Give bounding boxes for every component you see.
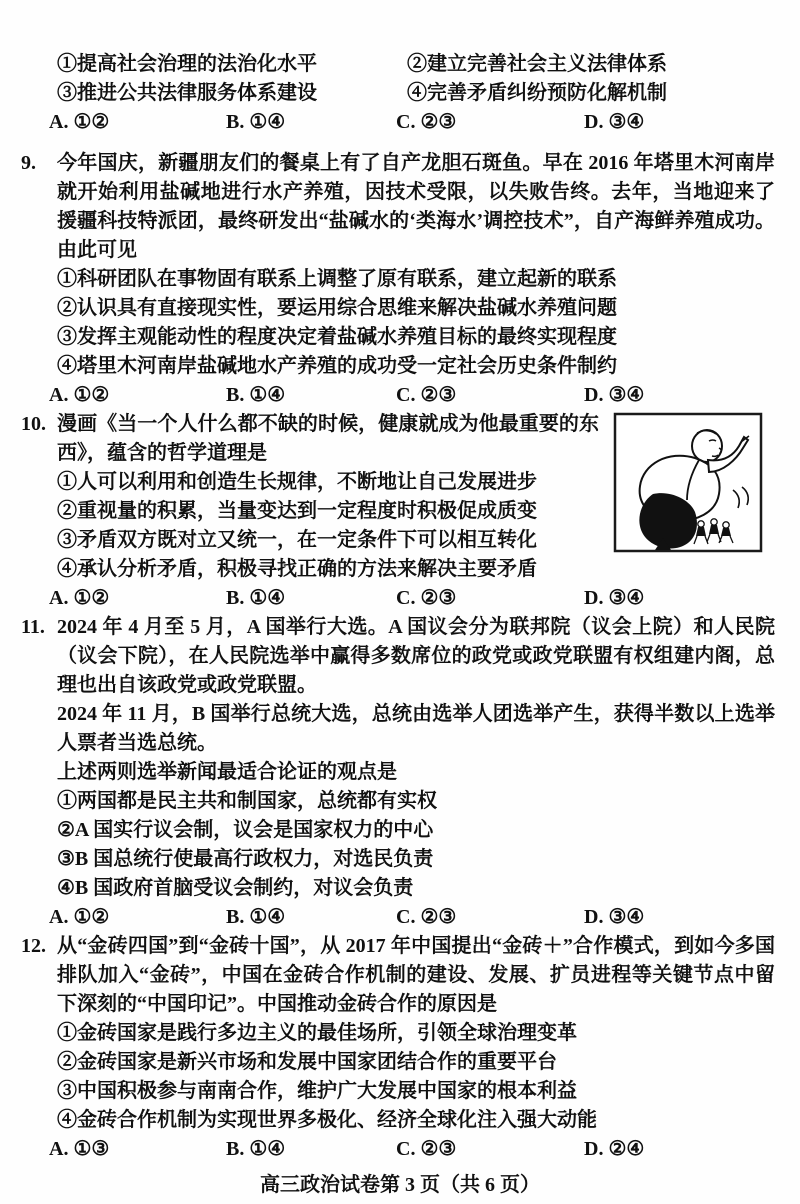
answer-a: A. ①②: [49, 587, 110, 609]
answer-row: [49, 1135, 775, 1164]
answer-b: B. ①④: [226, 1138, 286, 1160]
choice-2: ②建立完善社会主义法律体系: [407, 53, 667, 75]
answer-row: [49, 903, 775, 932]
answer-a: A. ①②: [49, 384, 110, 406]
question-12: [21, 932, 775, 1164]
choice-3: ③中国积极参与南南合作，维护广大发展中国家的根本利益: [57, 1080, 577, 1102]
question-stem-paragraph: 上述两则选举新闻最适合论证的观点是: [57, 761, 397, 783]
answer-d: D. ③④: [584, 906, 645, 928]
question-11: [21, 613, 775, 932]
choice-1: ①金砖国家是践行多边主义的最佳场所，引领全球治理变革: [57, 1022, 577, 1044]
answer-d: D. ③④: [584, 587, 645, 609]
choice-3: ③发挥主观能动性的程度决定着盐碱水养殖目标的最终实现程度: [57, 326, 617, 348]
answer-d: D. ③④: [584, 111, 645, 133]
answer-c: C. ②③: [396, 1138, 457, 1160]
answer-d: D. ③④: [584, 384, 645, 406]
question-stem: 从“金砖四国”到“金砖十国”，从 2017 年中国提出“金砖＋”合作模式，到如今多国排队加入“金砖”，中国在金砖合作机制的建设、发展、扩员进程等关键节点中留下深刻的“中国印记”。中国推动金砖合作的原因是: [57, 935, 775, 1015]
choice-3: ③B 国总统行使最高行政权力，对选民负责: [57, 848, 434, 870]
answer-c: C. ②③: [396, 111, 457, 133]
question-stem: 漫画《当一个人什么都不缺的时候，健康就成为他最重要的东西》，蕴含的哲学道理是: [57, 413, 599, 464]
choice-row: [57, 50, 775, 79]
answer-c: C. ②③: [396, 906, 457, 928]
question-10: [21, 410, 775, 613]
choice-2: ②认识具有直接现实性，要运用综合思维来解决盐碱水养殖问题: [57, 297, 617, 319]
answer-row: [49, 108, 775, 137]
choice-1: ①科研团队在事物固有联系上调整了原有联系，建立起新的联系: [57, 268, 617, 290]
question-number: 12.: [21, 935, 46, 957]
question-stem-paragraph: 2024 年 4 月至 5 月，A 国举行大选。A 国议会分为联邦院（议会上院）和人民院（议会下院），在人民院选举中赢得多数席位的政党或政党联盟有权组建内阁，总理也出自该政党或政党联盟。: [57, 616, 775, 696]
question-number: 10.: [21, 413, 46, 435]
question-number: 9.: [21, 152, 36, 174]
choice-4: ④塔里木河南岸盐碱地水产养殖的成功受一定社会历史条件制约: [57, 355, 617, 377]
answer-c: C. ②③: [396, 587, 457, 609]
choice-4: ④金砖合作机制为实现世界多极化、经济全球化注入强大动能: [57, 1109, 597, 1131]
choice-1: ①人可以利用和创造生长规律，不断地让自己发展进步: [57, 471, 537, 493]
answer-b: B. ①④: [226, 906, 286, 928]
choice-2: ②金砖国家是新兴市场和发展中国家团结合作的重要平台: [57, 1051, 557, 1073]
choice-1: ①两国都是民主共和制国家，总统都有实权: [57, 790, 437, 812]
answer-d: D. ②④: [584, 1138, 645, 1160]
choice-1: ①提高社会治理的法治化水平: [57, 53, 317, 75]
answer-a: A. ①②: [49, 906, 110, 928]
answer-c: C. ②③: [396, 384, 457, 406]
choice-3: ③矛盾双方既对立又统一，在一定条件下可以相互转化: [57, 529, 537, 551]
answer-b: B. ①④: [226, 111, 286, 133]
question-number: 11.: [21, 616, 45, 638]
previous-question-tail: [49, 50, 775, 137]
choice-4: ④承认分析矛盾，积极寻找正确的方法来解决主要矛盾: [57, 558, 537, 580]
choice-2: ②重视量的积累，当量变达到一定程度时积极促成质变: [57, 500, 537, 522]
answer-b: B. ①④: [226, 384, 286, 406]
choice-2: ②A 国实行议会制，议会是国家权力的中心: [57, 819, 434, 841]
answer-b: B. ①④: [226, 587, 286, 609]
choice-4: ④B 国政府首脑受议会制约，对议会负责: [57, 877, 414, 899]
question-stem: 今年国庆，新疆朋友们的餐桌上有了自产龙胆石斑鱼。早在 2016 年塔里木河南岸就开始利用盐碱地进行水产养殖，因技术受限，以失败告终。去年，当地迎来了援疆科技特派团，最终研发出“盐碱水的‘类海水’调控技术”，自产海鲜养殖成功。由此可见: [57, 152, 775, 261]
choice-4: ④完善矛盾纠纷预防化解机制: [407, 82, 667, 104]
question-stem-paragraph: 2024 年 11 月，B 国举行总统大选，总统由选举人团选举产生，获得半数以上选举人票者当选总统。: [57, 703, 775, 754]
cartoon-image: [613, 412, 763, 554]
answer-a: A. ①③: [49, 1138, 110, 1160]
answer-a: A. ①②: [49, 111, 110, 133]
answer-row: [49, 584, 775, 613]
answer-row: [49, 381, 775, 410]
choice-row: [57, 79, 775, 108]
page-footer: 高三政治试卷第 3 页（共 6 页）: [260, 1174, 540, 1196]
question-9: [21, 149, 775, 410]
choice-3: ③推进公共法律服务体系建设: [57, 82, 317, 104]
